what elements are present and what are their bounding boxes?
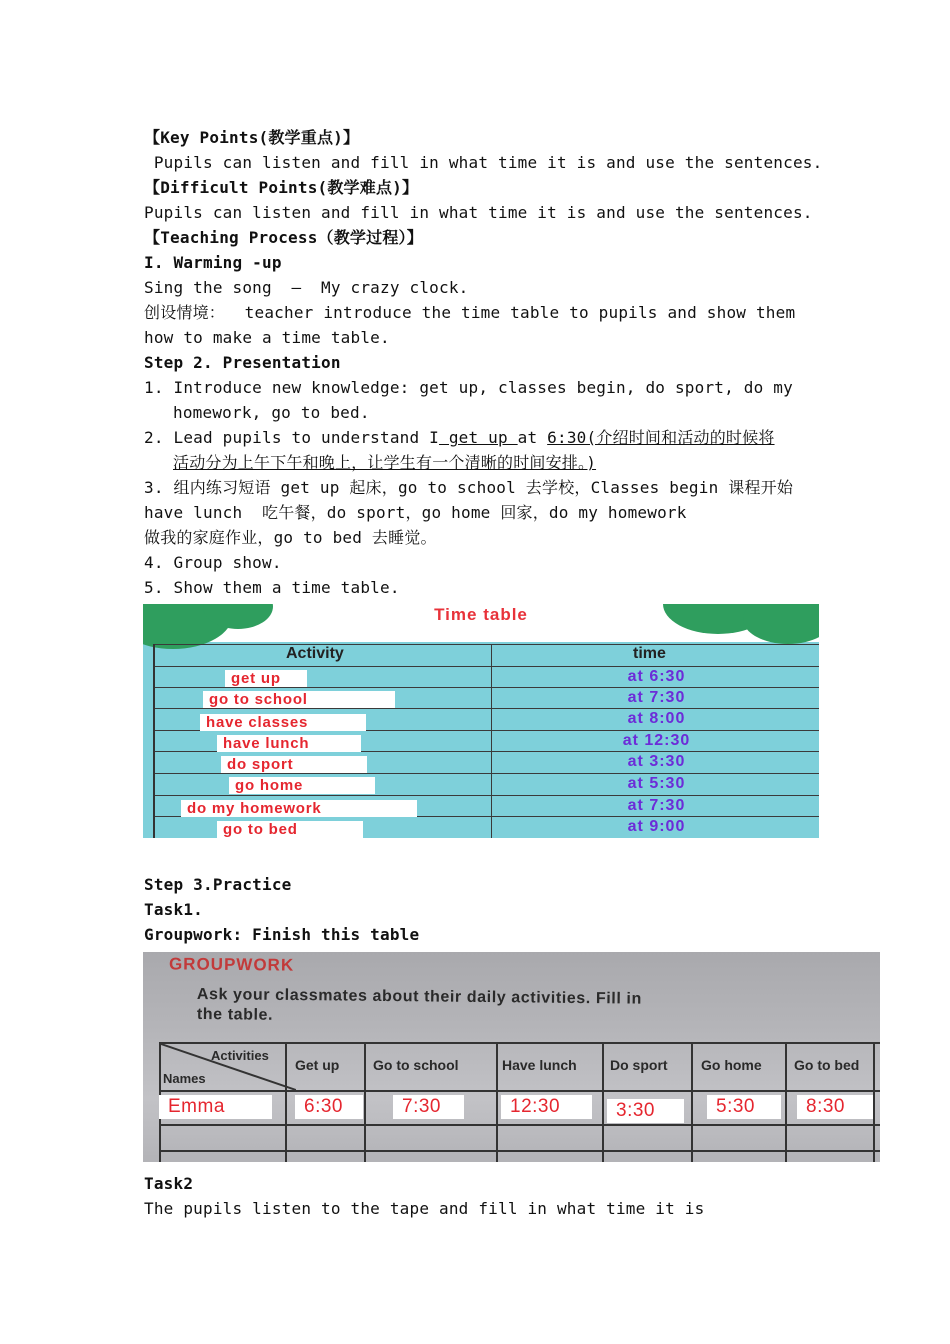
- time-cell-value: 8:30: [797, 1095, 873, 1119]
- time-value: at 12:30: [622, 732, 691, 749]
- time-value: at 7:30: [627, 797, 686, 814]
- time-value: at 9:00: [627, 818, 686, 835]
- teaching-process-heading: 【Teaching Process（教学过程）】: [144, 228, 423, 247]
- task1-heading: Task1.: [144, 900, 203, 919]
- item2-mid: at: [517, 428, 548, 447]
- warming-up-heading: I. Warming -up: [144, 253, 282, 272]
- column-header: Do sport: [610, 1057, 668, 1073]
- scene-line-2: how to make a time table.: [144, 328, 390, 347]
- time-cell-value: 5:30: [707, 1095, 781, 1119]
- activity-label: go to school: [203, 691, 395, 708]
- grid-line: [155, 708, 819, 709]
- sing-song-line: Sing the song – My crazy clock.: [144, 278, 469, 297]
- name-cell-value: Emma: [159, 1095, 272, 1119]
- item1-line-b: homework, go to bed.: [173, 403, 370, 422]
- time-table-image: [143, 604, 819, 838]
- grid-line: [285, 1044, 287, 1162]
- grid-line: [155, 687, 819, 688]
- item1-line-a: 1. Introduce new knowledge: get up, classes begin, do sport, do my: [144, 378, 793, 397]
- grid-line: [785, 1044, 787, 1162]
- grid-line: [155, 773, 819, 774]
- time-value: at 6:30: [627, 668, 686, 685]
- groupwork-instruction-1: Ask your classmates about their daily activities. Fill in: [196, 986, 642, 1008]
- time-table-title: Time table: [434, 605, 528, 624]
- item3-line-b: have lunch 吃午餐，do sport，go home 回家，do my homework: [144, 503, 687, 522]
- grid-line: [155, 666, 819, 667]
- activity-label: go home: [229, 777, 375, 794]
- column-header-time: time: [633, 645, 666, 662]
- column-header: Go to bed: [794, 1057, 860, 1073]
- activity-label: do my homework: [181, 800, 417, 817]
- column-header: Get up: [295, 1057, 340, 1073]
- step3-heading: Step 3.Practice: [144, 875, 292, 894]
- task2-heading: Task2: [144, 1174, 194, 1193]
- item2-underlined-phrase: get up: [438, 428, 518, 447]
- item5-line: 5. Show them a time table.: [144, 578, 400, 597]
- activity-label: go to bed: [217, 821, 363, 838]
- activity-label: do sport: [221, 756, 367, 773]
- time-table-grid: [153, 644, 819, 838]
- time-cell-value: 12:30: [501, 1095, 592, 1119]
- grid-line: [155, 795, 819, 796]
- item2-prefix: 2. Lead pupils to understand I: [144, 428, 439, 447]
- time-cell-value: 3:30: [607, 1099, 684, 1123]
- time-value: at 5:30: [627, 775, 686, 792]
- grid-line: [691, 1044, 693, 1162]
- corner-names-label: Names: [163, 1071, 206, 1086]
- corner-activities-label: Activities: [211, 1048, 269, 1063]
- groupwork-title: GROUPWORK: [168, 954, 295, 975]
- column-header: Go to school: [373, 1057, 459, 1073]
- item4-line: 4. Group show.: [144, 553, 282, 572]
- step2-heading: Step 2. Presentation: [144, 353, 341, 372]
- task2-body: The pupils listen to the tape and fill in what time it is: [144, 1199, 705, 1218]
- activity-label: get up: [225, 670, 307, 687]
- scene-line-1: 创设情境： teacher introduce the time table to pupils and show them: [144, 303, 796, 322]
- grid-line: [602, 1044, 604, 1162]
- column-header: Go home: [701, 1057, 762, 1073]
- column-header: Have lunch: [502, 1057, 577, 1073]
- grid-line: [161, 1124, 880, 1126]
- time-cell-value: 6:30: [295, 1095, 363, 1119]
- item2-line-b: 活动分为上午下午和晚上，让学生有一个清晰的时间安排。): [173, 453, 597, 472]
- grid-line: [496, 1044, 498, 1162]
- time-value: at 3:30: [627, 753, 686, 770]
- time-value: at 8:00: [627, 710, 686, 727]
- grid-line: [161, 1090, 880, 1092]
- activity-label: have lunch: [217, 735, 361, 752]
- item2-line-a: [144, 425, 775, 450]
- groupwork-line: Groupwork: Finish this table: [144, 925, 420, 944]
- difficult-points-body: Pupils can listen and fill in what time it is and use the sentences.: [144, 203, 813, 222]
- item3-line-a: 3. 组内练习短语 get up 起床，go to school 去学校，Classes begin 课程开始: [144, 478, 794, 497]
- key-points-body: Pupils can listen and fill in what time it is and use the sentences.: [144, 153, 823, 172]
- time-cell-value: 7:30: [393, 1095, 464, 1119]
- column-header-activity: Activity: [286, 645, 344, 662]
- difficult-points-heading: 【Difficult Points(教学难点)】: [144, 178, 419, 197]
- item2-underlined-note: 6:30(介绍时间和活动的时候将: [547, 428, 775, 447]
- grid-line: [873, 1044, 875, 1162]
- key-points-heading: 【Key Points(教学重点)】: [144, 128, 360, 147]
- groupwork-photo: [143, 952, 880, 1162]
- groupwork-table: [159, 1042, 880, 1162]
- grid-line: [364, 1044, 366, 1162]
- grid-line: [161, 1150, 880, 1152]
- time-value: at 7:30: [627, 689, 686, 706]
- grid-line: [155, 644, 819, 645]
- groupwork-instruction-2: the table.: [196, 1006, 274, 1024]
- item3-line-c: 做我的家庭作业，go to bed 去睡觉。: [144, 528, 437, 547]
- activity-label: have classes: [200, 714, 366, 731]
